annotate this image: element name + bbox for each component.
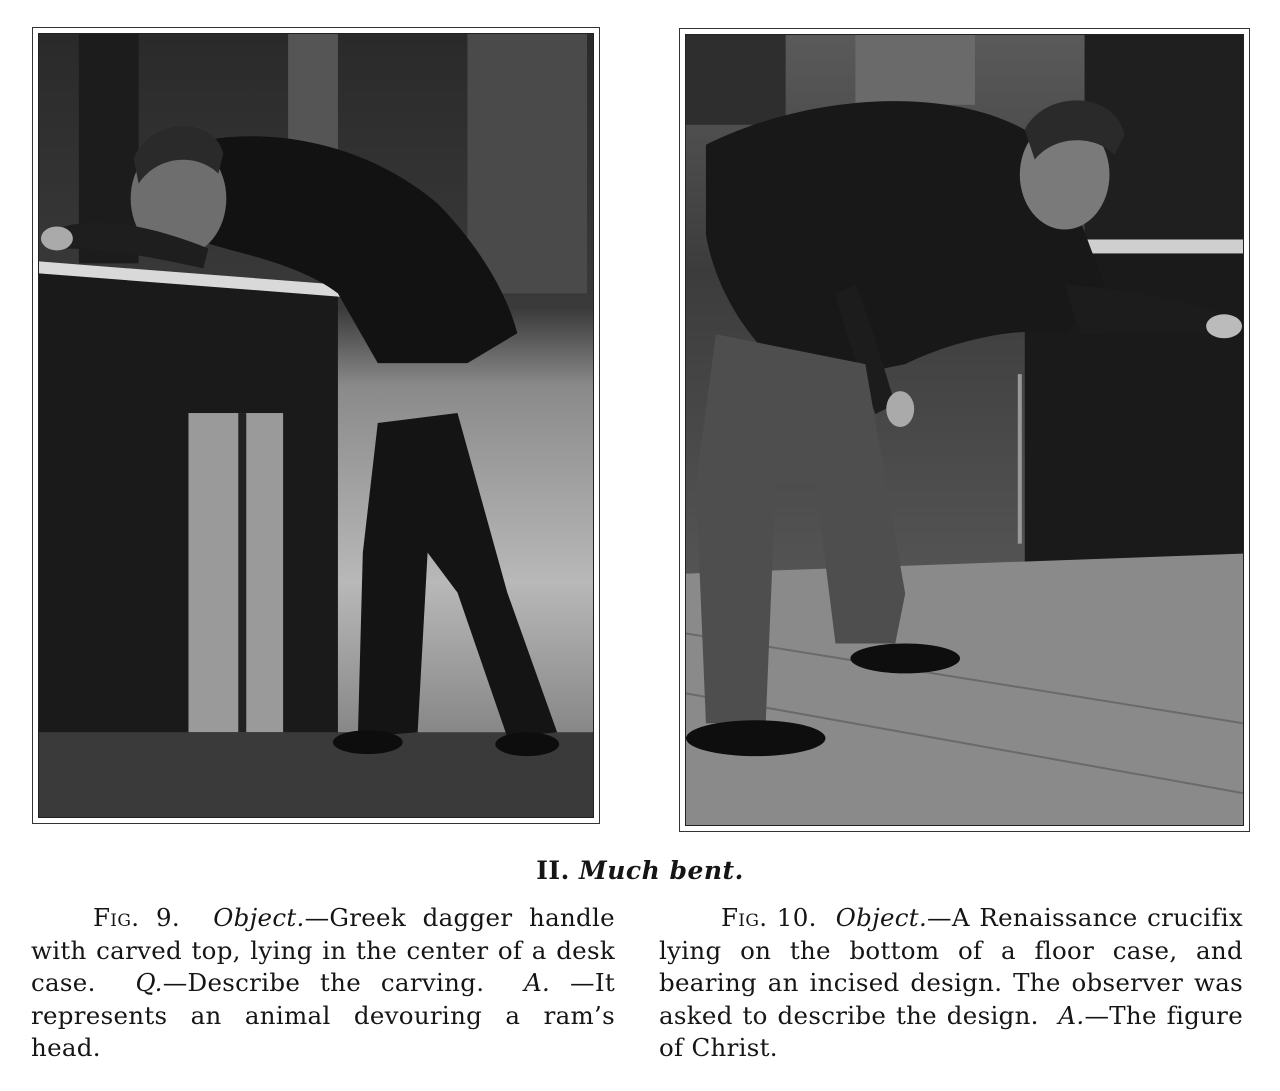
photograph-man-bending-over-desk-case-icon: [39, 34, 593, 817]
figure-10-answer-text: —The figure of Christ.: [659, 1000, 1243, 1062]
figure-9-label: Fig. 9.: [93, 903, 180, 932]
figure-9-photograph: [38, 33, 594, 818]
figure-9-answer-text: —It represents an animal devouring a ram’s head.: [31, 968, 615, 1062]
figure-10-answer-label: A.: [1058, 1000, 1085, 1030]
figure-9-object-text: —Greek dagger handle with carved top, lying in the center of a desk case.: [31, 903, 615, 997]
figure-10-photograph: [685, 34, 1244, 826]
figure-9-object-label: Object.: [213, 903, 305, 932]
plate-numeral: II.: [536, 856, 570, 885]
plate-title: Much bent.: [579, 856, 744, 885]
figure-9-caption: [31, 902, 615, 1065]
photograph-man-bending-over-floor-case-icon: [686, 35, 1243, 825]
figure-9-answer-label: A.: [524, 968, 551, 997]
figure-10-object-label: Object.: [835, 903, 928, 932]
plate-heading: [0, 856, 1280, 885]
figure-10-photo-frame: [679, 28, 1250, 832]
figure-10-caption: [659, 902, 1243, 1065]
figure-9-question-text: —Describe the carving.: [162, 968, 485, 997]
figure-9-photo-frame: [32, 27, 600, 824]
figure-10-object-text: —A Renaissance crucifix lying on the bottom of a floor case, and bearing an incised design. The observer was asked to describe the design.: [659, 903, 1243, 1030]
figure-10-label: Fig. 10.: [721, 903, 817, 932]
figure-9-question-label: Q.: [135, 968, 163, 997]
